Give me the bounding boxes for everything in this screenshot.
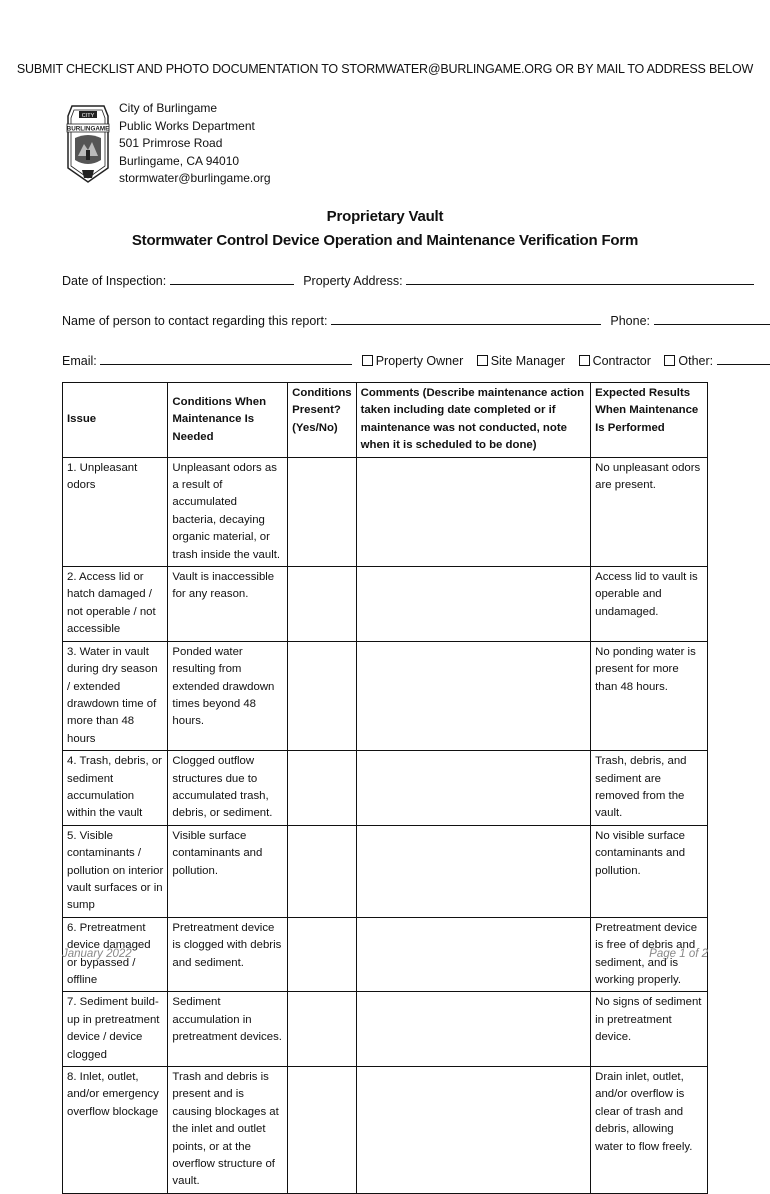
site-manager-checkbox[interactable] — [477, 355, 488, 366]
comments-input-cell[interactable] — [356, 457, 590, 566]
table-row — [63, 825, 708, 917]
issue-cell: 4. Trash, debris, or sediment accumulation within the vault — [63, 751, 168, 826]
table-row — [63, 567, 708, 642]
expected-cell: No signs of sediment in pretreatment device. — [591, 992, 708, 1067]
conditions-column-header: Conditions When Maintenance Is Needed — [168, 383, 288, 458]
property-address-field[interactable] — [406, 272, 754, 285]
issue-cell: 3. Water in vault during dry season / extended drawdown time of more than 48 hours — [63, 641, 168, 750]
expected-cell: Pretreatment device is free of debris and sediment, and is working properly. — [591, 917, 708, 992]
table-row — [63, 917, 708, 992]
mailing-address — [119, 100, 271, 188]
comments-input-cell[interactable] — [356, 825, 590, 917]
present-input-cell[interactable] — [288, 825, 356, 917]
expected-cell: Access lid to vault is operable and undamaged. — [591, 567, 708, 642]
footer-date: January 2022 — [62, 948, 132, 960]
present-input-cell[interactable] — [288, 917, 356, 992]
other-label: Other: — [678, 354, 713, 368]
table-header-row — [63, 383, 708, 458]
comments-input-cell[interactable] — [356, 1067, 590, 1194]
property-owner-checkbox[interactable] — [362, 355, 373, 366]
issue-cell: 2. Access lid or hatch damaged / not operable / not accessible — [63, 567, 168, 642]
issue-cell: 6. Pretreatment device damaged or bypassed / offline — [63, 917, 168, 992]
issue-cell: 8. Inlet, outlet, and/or emergency overflow blockage — [63, 1067, 168, 1194]
form-title-line2: Stormwater Control Device Operation and Maintenance Verification Form — [0, 229, 770, 253]
issue-cell: 1. Unpleasant odors — [63, 457, 168, 566]
email-field[interactable] — [100, 352, 352, 365]
comments-input-cell[interactable] — [356, 992, 590, 1067]
phone-field[interactable] — [654, 312, 770, 325]
property-address-label: Property Address: — [303, 274, 402, 288]
address-line: City of Burlingame — [119, 100, 271, 118]
table-row — [63, 1067, 708, 1194]
contractor-label: Contractor — [593, 354, 651, 368]
address-email: stormwater@burlingame.org — [119, 170, 271, 188]
email-label: Email: — [62, 354, 97, 368]
comments-input-cell[interactable] — [356, 917, 590, 992]
form-title-line1: Proprietary Vault — [0, 205, 770, 229]
expected-cell: No unpleasant odors are present. — [591, 457, 708, 566]
condition-cell: Visible surface contaminants and pollution. — [168, 825, 288, 917]
address-line: Burlingame, CA 94010 — [119, 153, 271, 171]
condition-cell: Sediment accumulation in pretreatment devices. — [168, 992, 288, 1067]
other-field[interactable] — [717, 352, 770, 365]
present-input-cell[interactable] — [288, 1067, 356, 1194]
table-row — [63, 457, 708, 566]
issue-column-header: Issue — [63, 383, 168, 458]
condition-cell: Clogged outflow structures due to accumulated trash, debris, or sediment. — [168, 751, 288, 826]
contact-name-field[interactable] — [331, 312, 601, 325]
email-row — [62, 352, 708, 368]
issue-cell: 5. Visible contaminants / pollution on interior vault surfaces or in sump — [63, 825, 168, 917]
contact-name-label: Name of person to contact regarding this report: — [62, 314, 327, 328]
site-manager-label: Site Manager — [491, 354, 565, 368]
comments-column-header: Comments (Describe maintenance action taken including date completed or if maintenance was not conducted, note when it is scheduled to be done) — [356, 383, 590, 458]
phone-label: Phone: — [610, 314, 650, 328]
comments-input-cell[interactable] — [356, 567, 590, 642]
city-seal-logo — [62, 98, 114, 186]
condition-cell: Ponded water resulting from extended drawdown times beyond 48 hours. — [168, 641, 288, 750]
present-input-cell[interactable] — [288, 457, 356, 566]
inspection-row — [62, 272, 708, 288]
expected-cell: Trash, debris, and sediment are removed from the vault. — [591, 751, 708, 826]
table-row — [63, 992, 708, 1067]
expected-column-header: Expected Results When Maintenance Is Performed — [591, 383, 708, 458]
comments-input-cell[interactable] — [356, 751, 590, 826]
svg-text:CITY: CITY — [82, 113, 95, 119]
issue-cell: 7. Sediment build-up in pretreatment device / device clogged — [63, 992, 168, 1067]
condition-cell: Pretreatment device is clogged with debris and sediment. — [168, 917, 288, 992]
table-row — [63, 641, 708, 750]
expected-cell: No ponding water is present for more than 48 hours. — [591, 641, 708, 750]
footer-page-number: Page 1 of 2 — [649, 948, 708, 960]
other-checkbox[interactable] — [664, 355, 675, 366]
table-row — [63, 751, 708, 826]
present-input-cell[interactable] — [288, 992, 356, 1067]
address-line: 501 Primrose Road — [119, 135, 271, 153]
contact-row — [62, 312, 708, 328]
submission-instruction: SUBMIT CHECKLIST AND PHOTO DOCUMENTATION TO STORMWATER@BURLINGAME.ORG OR BY MAIL TO ADDRESS BELOW — [0, 62, 770, 76]
condition-cell: Trash and debris is present and is causing blockages at the inlet and outlet points, or at the overflow structure of vault. — [168, 1067, 288, 1194]
expected-cell: No visible surface contaminants and pollution. — [591, 825, 708, 917]
form-title — [0, 205, 770, 253]
present-input-cell[interactable] — [288, 567, 356, 642]
date-of-inspection-label: Date of Inspection: — [62, 274, 166, 288]
present-column-header: Conditions Present? (Yes/No) — [288, 383, 356, 458]
condition-cell: Unpleasant odors as a result of accumulated bacteria, decaying organic material, or trash inside the vault. — [168, 457, 288, 566]
property-owner-label: Property Owner — [376, 354, 464, 368]
maintenance-checklist-table — [62, 382, 708, 1194]
svg-text:BURLINGAME: BURLINGAME — [67, 126, 110, 133]
present-input-cell[interactable] — [288, 641, 356, 750]
address-line: Public Works Department — [119, 118, 271, 136]
contractor-checkbox[interactable] — [579, 355, 590, 366]
date-of-inspection-field[interactable] — [170, 272, 294, 285]
comments-input-cell[interactable] — [356, 641, 590, 750]
condition-cell: Vault is inaccessible for any reason. — [168, 567, 288, 642]
present-input-cell[interactable] — [288, 751, 356, 826]
expected-cell: Drain inlet, outlet, and/or overflow is clear of trash and debris, allowing water to flow freely. — [591, 1067, 708, 1194]
